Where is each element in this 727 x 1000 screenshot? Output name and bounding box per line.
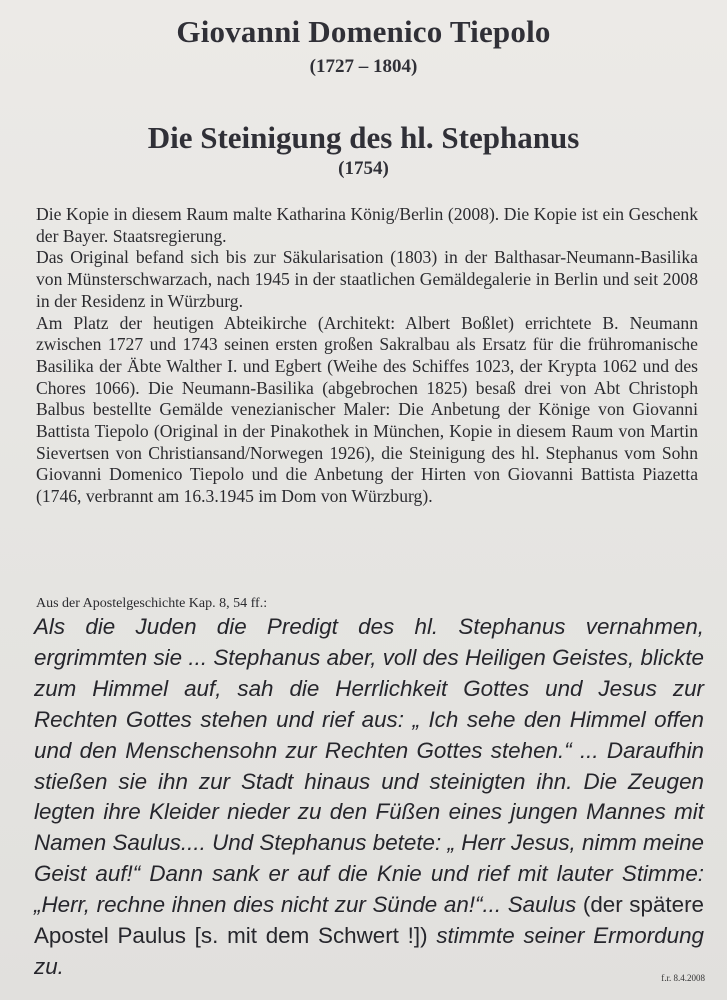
artist-name: Giovanni Domenico Tiepolo (176, 14, 551, 49)
signature: f.r. 8.4.2008 (661, 973, 705, 983)
paragraph-basilica-history: Am Platz der heutigen Abteikirche (Architekt: Albert Boßlet) errichtete B. Neumann zwischen 1727 und 1743 seinen ersten großen Sakralbau als Ersatz für die frühromanische Basilika der Äbte Walther I. und Egbert (Weihe des Schiffes 1023, der Krypta 1062 und des Chores 1066). Die Neumann-Basilika (abgebrochen 1825) besaß drei von Abt Christoph Balbus bestellte Gemälde venezianischer Maler: Die Anbetung der Könige von Giovanni Battista Tiepolo (Original in der Pinakothek in München, Kopie in diesem Raum von Martin Sievertsen von Christiansand/Norwegen 1926), die Steinigung des hl. Stephanus vom Sohn Giovanni Domenico Tiepolo und die Anbetung der Hirten von Giovanni Battista Piazetta (1746, verbrannt am 16.3.1945 im Dom von Würzburg). (36, 312, 698, 507)
description-text (36, 204, 698, 508)
quote-text-end: stimmte seiner Ermordung zu. (34, 923, 704, 979)
paragraph-copy-info: Die Kopie in diesem Raum malte Katharina König/Berlin (2008). Die Kopie ist ein Geschenk der Bayer. Staatsregierung. (36, 204, 698, 246)
quote-text-upright: (der spätere Apostel Paulus [s. mit dem Schwert !]) (34, 892, 704, 949)
scripture-quote (34, 612, 704, 983)
artwork-year: (1754) (338, 158, 389, 179)
artwork-title: Die Steinigung des hl. Stephanus (147, 120, 580, 155)
quote-text-italic: Als die Juden die Predigt des hl. Stephanus vernahmen, ergrimmten sie ... Stephanus aber, voll des Heiligen Geistes, blickte zum Himmel auf, sah die Herrlichkeit Gottes und Jesus zur Rechten Gottes stehen und rief aus: „ Ich sehe den Himmel offen und den Menschensohn zur Rechten Gottes stehen.“ ... Daraufhin stießen sie ihn zur Stadt hinaus und steinigten ihn. Die Zeugen legten ihre Kleider nieder zu den Füßen eines jungen Mannes mit Namen Saulus.... Und Stephanus betete: „ Herr Jesus, nimm meine Geist auf!“ Dann sank er auf die Knie und rief mit lauter Stimme: „Herr, rechne ihnen dies nicht zur Sünde an!“... Saulus (34, 614, 704, 918)
quote-source-heading: Aus der Apostelgeschichte Kap. 8, 54 ff.: (36, 596, 268, 611)
artist-dates: (1727 – 1804) (309, 56, 418, 77)
paragraph-original-history: Das Original befand sich bis zur Säkularisation (1803) in der Balthasar-Neumann-Basilika von Münsterschwarzach, nach 1945 in der staatlichen Gemäldegalerie in Berlin und seit 2008 in der Residenz in Würzburg. (36, 247, 698, 311)
